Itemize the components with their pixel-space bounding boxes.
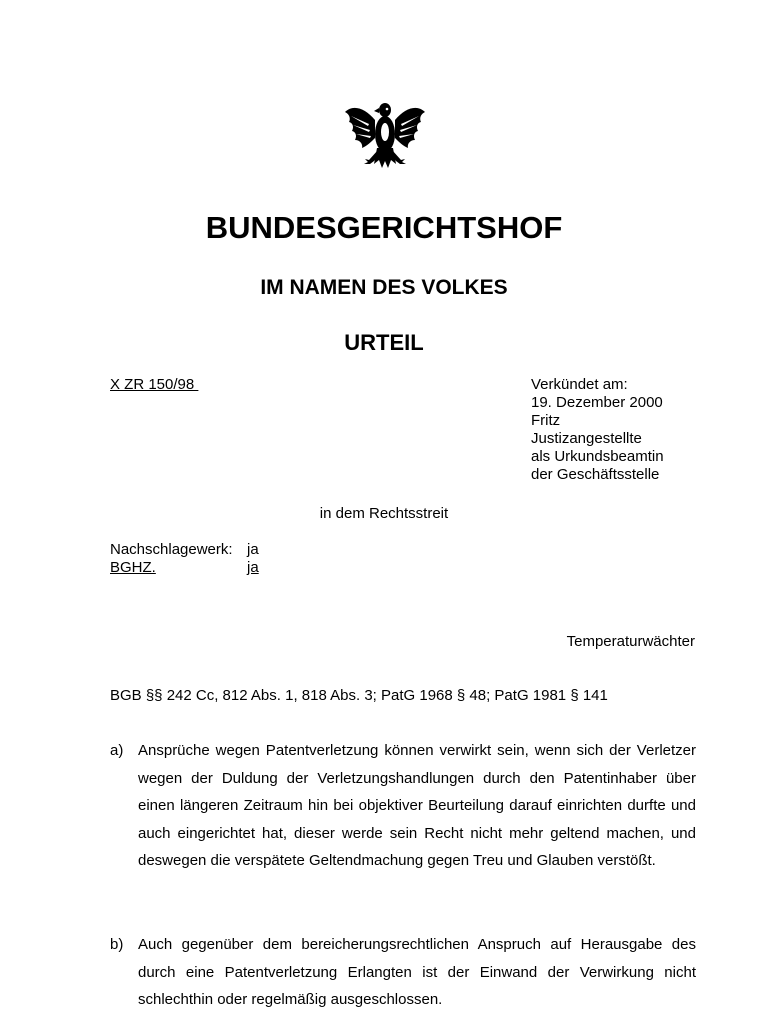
bghz-row (110, 559, 259, 577)
headnote-text: Auch gegenüber dem bereicherungsrechtlichen Anspruch auf Herausgabe des durch eine Patentverletzung Erlangten ist der Einwand der Verwirkung nicht schlechthin oder regelmäßig ausgeschlossen. (138, 936, 696, 1008)
judgment-formula: IM NAMEN DES VOLKES (260, 276, 508, 299)
announcement-block (531, 376, 664, 484)
nachschlagewerk-value: ja (247, 541, 259, 558)
keyword: Temperaturwächter (566, 633, 695, 650)
nachschlagewerk-row (110, 541, 259, 559)
document-type: URTEIL (344, 330, 424, 355)
headnote-marker: b) (110, 936, 124, 953)
bghz-value: ja (247, 559, 259, 576)
headnote-a (110, 737, 696, 875)
clerk-role: als Urkundsbeamtin (531, 448, 664, 465)
clerk-name: Fritz (531, 412, 561, 429)
announcement-date: 19. Dezember 2000 (531, 394, 663, 411)
headnote-b (110, 931, 696, 1014)
case-number: X ZR 150/98 (110, 376, 199, 393)
federal-eagle-icon (341, 98, 429, 178)
headnote-text: Ansprüche wegen Patentverletzung können verwirkt sein, wenn sich der Verletzer wegen der Duldung der Verletzungshandlungen durch den Patentinhaber über einen längeren Zeitraum hin bei objektiver Beurteilung darauf einrichten durfte und auch eingerichtet hat, dieser werde sein Recht nicht mehr geltend machen, und deswegen die verspätete Geltendmachung gegen Treu und Glauben verstößt. (138, 742, 696, 869)
court-name: BUNDESGERICHTSHOF (205, 210, 563, 245)
clerk-office: der Geschäftsstelle (531, 466, 660, 483)
headnote-marker: a) (110, 742, 124, 759)
nachschlagewerk-label: Nachschlagewerk: (110, 541, 233, 558)
announcement-line: Verkündet am: (531, 376, 628, 393)
reference-meta (110, 541, 259, 577)
proceedings-label: in dem Rechtsstreit (319, 505, 449, 522)
bghz-label: BGHZ. (110, 559, 156, 576)
legal-norms: BGB §§ 242 Cc, 812 Abs. 1, 818 Abs. 3; PatG 1968 § 48; PatG 1981 § 141 (110, 687, 608, 704)
clerk-title: Justizangestellte (531, 430, 642, 447)
